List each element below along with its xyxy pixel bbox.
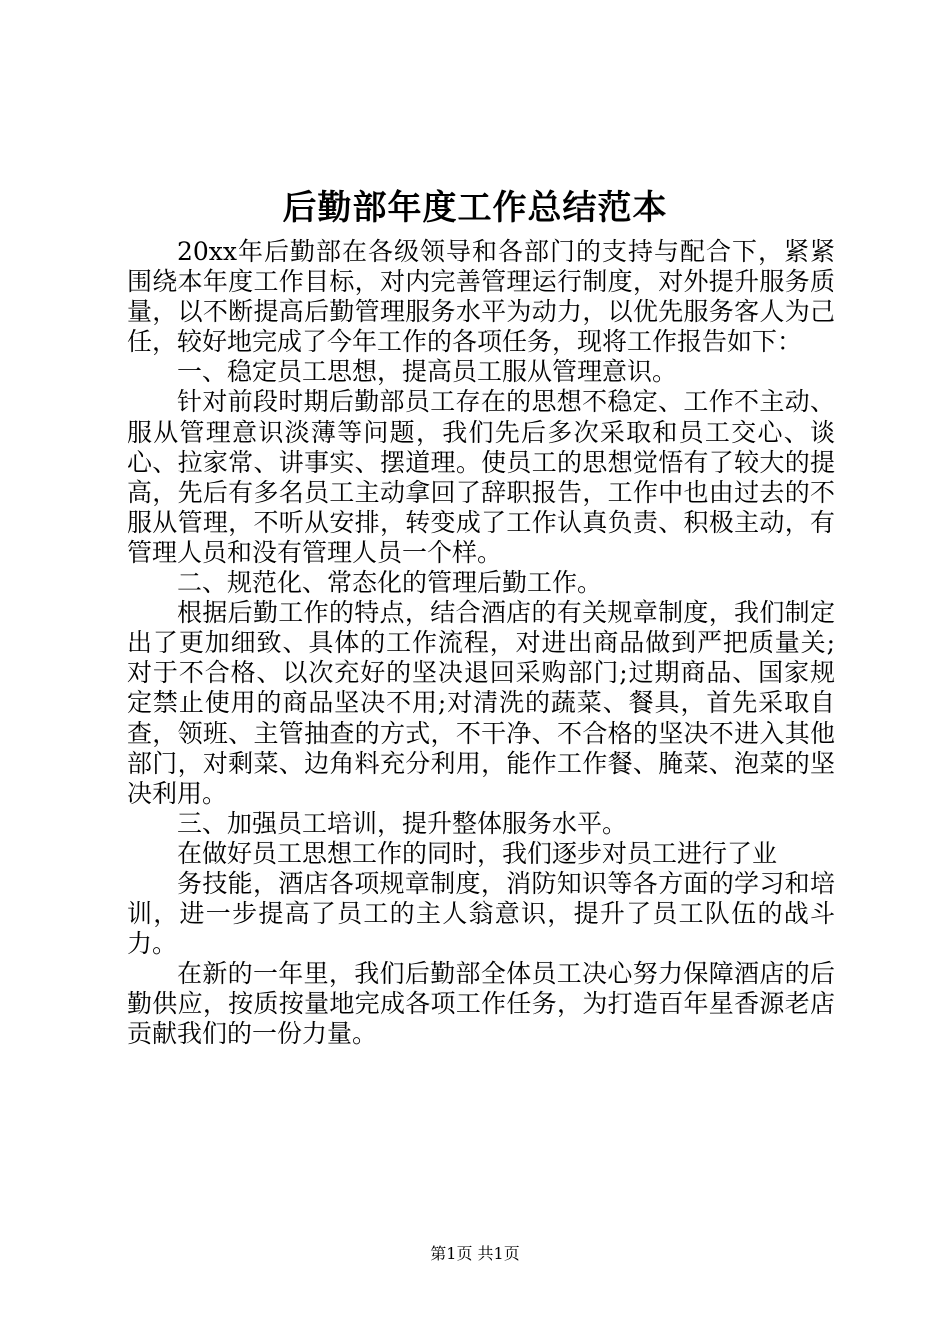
section-1-paragraph: 针对前段时期后勤部员工存在的思想不稳定、工作不主动、服从管理意识淡薄等问题，我们先后多次采取和员工交心、谈心、拉家常、讲事实、摆道理。使员工的思想觉悟有了较大的提高，先后有多名员工主动拿回了辞职报告，工作中也由过去的不服从管理，不听从安排，转变成了工作认真负责、积极主动，有管理人员和没有管理人员一个样。 (127, 387, 835, 567)
section-heading-3: 三、加强员工培训，提升整体服务水平。 (177, 808, 628, 838)
document-title: 后勤部年度工作总结范本 (282, 188, 668, 228)
document-body (127, 237, 835, 1050)
closing-paragraph: 在新的一年里，我们后勤部全体员工决心努力保障酒店的后勤供应，按质按量地完成各项工作任务，为打造百年星香源老店贡献我们的一份力量。 (127, 959, 835, 1049)
section-2-paragraph: 根据后勤工作的特点，结合酒店的有关规章制度，我们制定出了更加细致、具体的工作流程，对进出商品做到严把质量关;对于不合格、以次充好的坚决退回采购部门;过期商品、国家规定禁止使用的商品坚决不用;对清洗的蔬菜、餐具，首先采取自查，领班、主管抽查的方式，不干净、不合格的坚决不进入其他部门，对剩菜、边角料充分利用，能作工作餐、腌菜、泡菜的坚决利用。 (127, 598, 835, 808)
section-heading-1: 一、稳定员工思想，提高员工服从管理意识。 (177, 357, 678, 387)
section-heading-2: 二、规范化、常态化的管理后勤工作。 (177, 568, 603, 598)
section-3-paragraph-part-2: 务技能，酒店各项规章制度，消防知识等各方面的学习和培训，进一步提高了员工的主人翁意识，提升了员工队伍的战斗力。 (127, 868, 835, 959)
intro-paragraph: 20xx年后勤部在各级领导和各部门的支持与配合下，紧紧围绕本年度工作目标，对内完善管理运行制度，对外提升服务质量，以不断提高后勤管理服务水平为动力，以优先服务客人为己任，较好地完成了今年工作的各项任务，现将工作报告如下： (127, 237, 835, 357)
section-3-paragraph-part-1: 在做好员工思想工作的同时，我们逐步对员工进行了业 (177, 838, 778, 868)
page-number-footer: 第1页 共1页 (430, 1244, 520, 1263)
